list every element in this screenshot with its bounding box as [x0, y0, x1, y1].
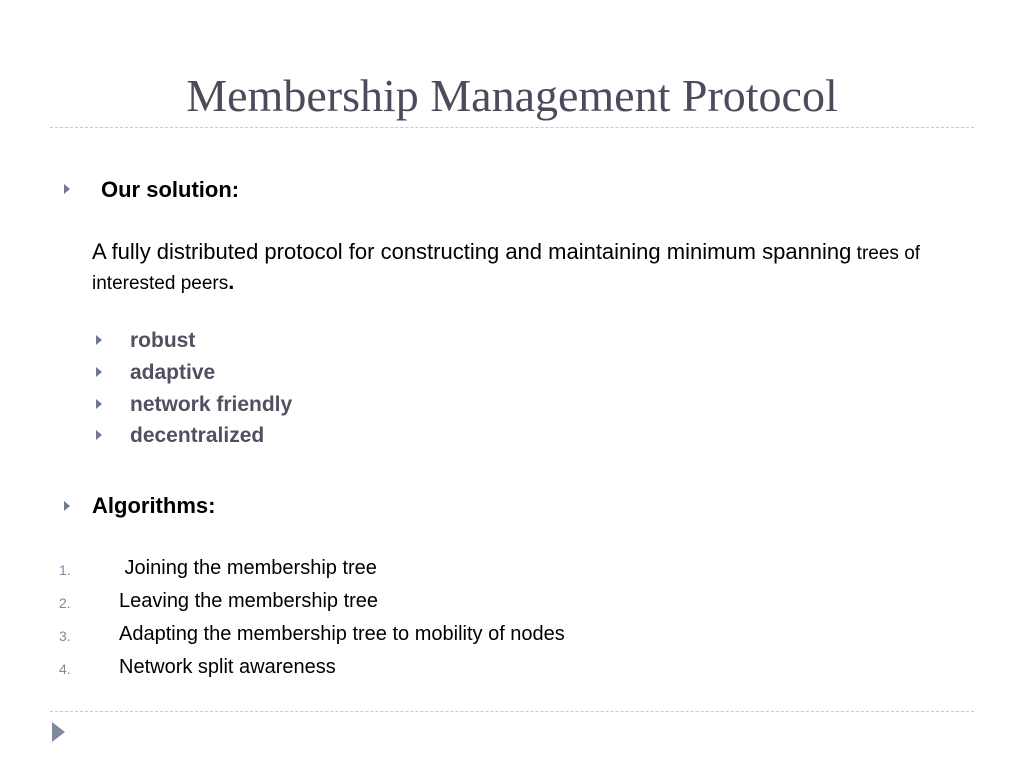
slide-title: Membership Management Protocol	[186, 70, 838, 121]
algorithms-heading: Algorithms:	[92, 493, 216, 518]
algorithm-item: Leaving the membership tree	[119, 590, 379, 612]
list-number: 3.	[59, 628, 71, 644]
description-main: A fully distributed protocol for constructing and maintaining minimum spanning	[92, 239, 852, 264]
solution-heading: Our solution:	[101, 177, 240, 202]
solution-description	[92, 238, 952, 298]
triangle-bullet-icon	[96, 335, 102, 345]
description-small: trees of interested peers	[92, 243, 921, 294]
footer-divider	[50, 711, 974, 712]
property-item: robust	[130, 329, 196, 352]
triangle-bullet-icon	[64, 184, 70, 194]
list-number: 1.	[59, 562, 71, 578]
algorithm-item: Adapting the membership tree to mobility of nodes	[119, 623, 565, 645]
play-arrow-icon	[52, 722, 65, 742]
property-item: adaptive	[130, 361, 216, 384]
title-divider	[50, 127, 974, 128]
triangle-bullet-icon	[96, 399, 102, 409]
triangle-bullet-icon	[96, 430, 102, 440]
list-number: 2.	[59, 595, 71, 611]
property-item: network friendly	[130, 393, 293, 416]
triangle-bullet-icon	[96, 367, 102, 377]
algorithm-item: Joining the membership tree	[119, 557, 377, 579]
description-period: .	[228, 269, 235, 294]
list-number: 4.	[59, 661, 71, 677]
triangle-bullet-icon	[64, 501, 70, 511]
property-item: decentralized	[130, 424, 265, 447]
algorithm-item: Network split awareness	[119, 656, 336, 678]
